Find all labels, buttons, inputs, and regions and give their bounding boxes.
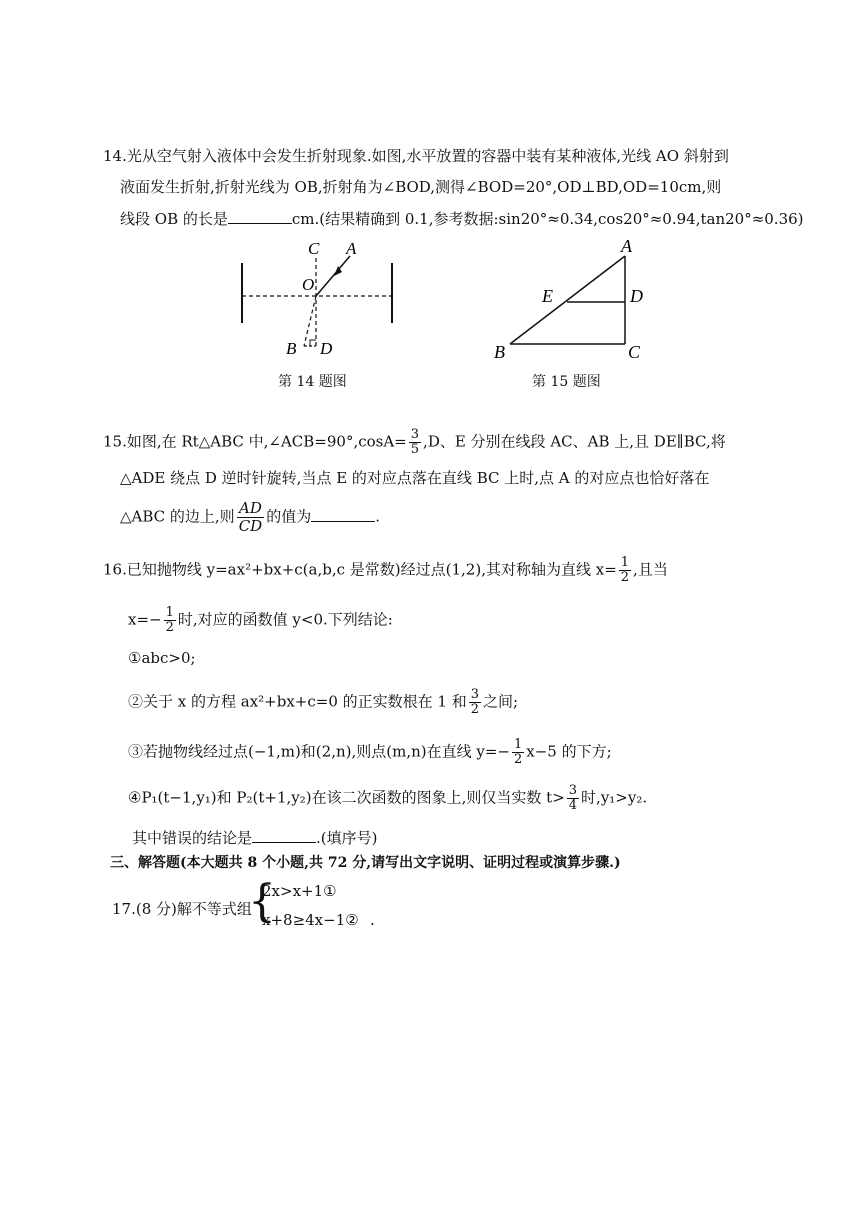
q16-c4-lead: ④P₁(t−1,y₁)和 P₂(t+1,y₂)在该二次函数的图象上,则仅当实数 t> — [128, 788, 565, 807]
x-fraction — [164, 606, 176, 635]
system-brace: { — [248, 876, 276, 927]
q16-conclusion-1: ①abc>0; — [128, 649, 196, 667]
q16-c4-tail: 时,y₁>y₂. — [581, 788, 648, 807]
c3-numerator: 1 — [514, 737, 523, 752]
q15-line-1-tail: ,D、E 分别在线段 AC、AB 上,且 DE∥BC,将 — [423, 432, 726, 451]
q16-answer-blank — [252, 826, 316, 843]
axis-denominator: 2 — [620, 570, 630, 585]
q16-line-2-lead: x=− — [128, 610, 162, 629]
c2-denominator: 2 — [470, 702, 480, 717]
ad-cd-fraction — [237, 500, 265, 535]
q15-line-1 — [103, 428, 726, 457]
q17-inequality-1: 2x>x+1① — [262, 882, 337, 900]
q14-line-3 — [120, 207, 804, 229]
figure-14 — [230, 238, 410, 368]
c4-denominator: 4 — [568, 798, 578, 813]
label-b: B — [494, 342, 505, 362]
q16-conclusion-2 — [128, 688, 518, 717]
q14-line-3-tail: cm.(结果精确到 0.1,参考数据:sin20°≈0.34,cos20°≈0.94,tan20°≈0.36) — [291, 210, 804, 228]
c4-numerator: 3 — [568, 783, 578, 798]
x-denominator: 2 — [165, 620, 174, 635]
label-a: A — [621, 236, 632, 256]
q16-c3-tail: x−5 的下方; — [526, 742, 612, 761]
q16-concl-tail: .(填序号) — [316, 829, 378, 847]
ad-numerator: AD — [237, 500, 265, 518]
label-c: C — [628, 342, 641, 362]
q15-line-1-lead: 15.如图,在 Rt△ABC 中,∠ACB=90°,cosA= — [103, 432, 407, 451]
label-a: A — [346, 239, 357, 258]
q15-line-2: △ADE 绕点 D 逆时针旋转,当点 E 的对应点落在直线 BC 上时,点 A 的对应点也恰好落在 — [120, 469, 710, 487]
label-o: O — [302, 275, 315, 294]
ray-ob — [304, 296, 316, 346]
q14-line-2: 液面发生折射,折射光线为 OB,折射角为∠BOD,测得∠BOD=20°,OD⊥BD,OD=10cm,则 — [120, 178, 722, 196]
q16-line-1 — [103, 556, 668, 585]
c2-fraction — [469, 688, 481, 717]
cos-denominator: 5 — [410, 442, 420, 457]
q16-conclusion-prompt — [132, 826, 378, 848]
cos-fraction — [409, 428, 421, 457]
q14-answer-blank — [228, 207, 292, 224]
q17-inequality-2: x+8≥4x−1② — [262, 911, 359, 929]
label-e: E — [542, 286, 553, 306]
axis-numerator: 1 — [620, 555, 630, 570]
cos-numerator: 3 — [410, 427, 420, 442]
c2-numerator: 3 — [470, 687, 480, 702]
label-d: D — [630, 286, 643, 306]
q16-conclusion-4 — [128, 784, 647, 813]
q17-end-period: . — [370, 911, 375, 929]
c4-fraction — [567, 784, 579, 813]
ray-ao — [316, 256, 350, 296]
c3-fraction — [512, 738, 524, 767]
label-d: D — [320, 339, 333, 358]
q15-line-3-end: . — [375, 507, 380, 526]
q16-conclusion-3 — [128, 738, 612, 767]
q16-c3-lead: ③若抛物线经过点(−1,m)和(2,n),则点(m,n)在直线 y=− — [128, 742, 510, 761]
q17-lead: 17.(8 分)解不等式组 — [112, 900, 252, 918]
label-b: B — [286, 339, 297, 358]
section-3-heading: 三、解答题(本大题共 8 个小题,共 72 分,请写出文字说明、证明过程或演算步骤.) — [110, 855, 621, 871]
figure-15-caption: 第 15 题图 — [532, 374, 601, 390]
side-ab — [510, 256, 625, 344]
q16-line-1-lead: 16.已知抛物线 y=ax²+bx+c(a,b,c 是常数)经过点(1,2),其对称轴为直线 x= — [103, 560, 617, 579]
label-c: C — [308, 239, 320, 258]
q16-c2-lead: ②关于 x 的方程 ax²+bx+c=0 的正实数根在 1 和 — [128, 692, 467, 711]
axis-fraction — [619, 556, 631, 585]
figure-14-caption: 第 14 题图 — [278, 374, 347, 390]
q15-line-3 — [120, 500, 380, 535]
figure-15 — [490, 236, 660, 366]
q15-answer-blank — [311, 505, 375, 522]
q16-line-2 — [128, 606, 393, 635]
q16-c2-tail: 之间; — [483, 692, 519, 711]
c3-denominator: 2 — [514, 752, 523, 767]
q15-line-3-lead: △ABC 的边上,则 — [120, 507, 235, 526]
q16-concl-lead: 其中错误的结论是 — [132, 829, 253, 847]
q14-line-1: 14.光从空气射入液体中会发生折射现象.如图,水平放置的容器中装有某种液体,光线 AO 斜射到 — [103, 147, 729, 165]
q16-line-2-tail: 时,对应的函数值 y<0.下列结论: — [177, 610, 393, 629]
cd-denominator: CD — [238, 517, 263, 535]
q14-line-3-lead: 线段 OB 的长是 — [120, 210, 228, 228]
right-angle-mark — [310, 340, 316, 346]
q16-line-1-tail: ,且当 — [633, 560, 668, 579]
q15-line-3-mid: 的值为 — [266, 507, 312, 526]
x-numerator: 1 — [165, 605, 174, 620]
